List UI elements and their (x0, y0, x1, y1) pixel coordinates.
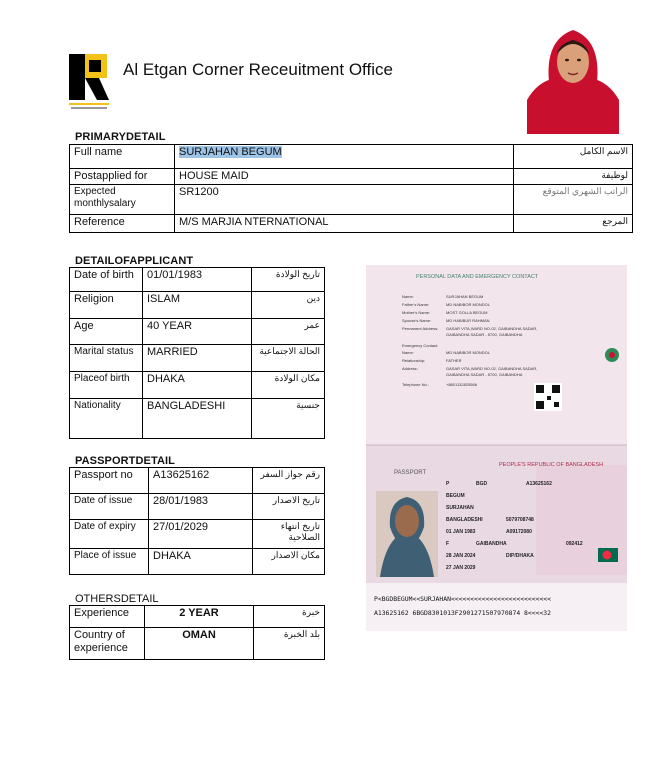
field-arabic: مكان الولادة (252, 372, 325, 399)
table-row (70, 372, 325, 399)
passport-detail-table (69, 467, 325, 575)
field-label: Date of expiry (70, 520, 149, 549)
table-row (70, 494, 325, 520)
svg-text:MD NABIBOR MONDOL: MD NABIBOR MONDOL (446, 350, 491, 355)
applicant-photo (527, 20, 619, 134)
svg-text:GAIBANDHA: GAIBANDHA (476, 541, 507, 547)
svg-text:F: F (446, 541, 450, 547)
field-label: Placeof birth (70, 372, 143, 399)
office-title: Al Etgan Corner Receuitment Office (123, 60, 393, 79)
table-row (70, 628, 325, 660)
field-arabic: جنسية (252, 399, 325, 439)
field-label: Age (70, 319, 143, 345)
svg-text:BANGLADESHI: BANGLADESHI (446, 517, 483, 523)
table-row (70, 215, 633, 233)
field-value: HOUSE MAID (175, 169, 514, 185)
field-value: 2 YEAR (145, 606, 254, 628)
field-value: OMAN (145, 628, 254, 660)
svg-text:A09172080: A09172080 (506, 529, 532, 535)
svg-text:Father's Name:: Father's Name: (402, 302, 430, 307)
field-label: Postapplied for (70, 169, 175, 185)
passport-scan (366, 265, 627, 631)
svg-text:Address:: Address: (402, 366, 418, 371)
field-label: Place of issue (70, 549, 149, 575)
table-row (70, 319, 325, 345)
field-value: M/S MARJIA NTERNATIONAL (175, 215, 514, 233)
field-label: Reference (70, 215, 175, 233)
field-value: A13625162 (149, 468, 253, 494)
applicant-detail-table (69, 267, 325, 439)
field-value: BANGLADESHI (143, 399, 252, 439)
svg-text:GAIBANDHA SADAR - 5700, GAIBAN: GAIBANDHA SADAR - 5700, GAIBANDHA (446, 332, 523, 337)
field-value: 27/01/2029 (149, 520, 253, 549)
others-detail-title: OTHERSDETAIL (75, 593, 159, 605)
field-label: Marital status (70, 345, 143, 372)
svg-text:Relationship:: Relationship: (402, 358, 426, 363)
company-logo (69, 54, 115, 112)
svg-text:+8801132825566: +8801132825566 (446, 382, 477, 387)
applicant-detail-title: DETAILOFAPPLICANT (75, 255, 194, 267)
svg-text:SURJAHAN BEGUM: SURJAHAN BEGUM (446, 294, 484, 299)
field-value: MARRIED (143, 345, 252, 372)
svg-text:DIP/DHAKA: DIP/DHAKA (506, 553, 534, 559)
field-value: SURJAHAN BEGUM (179, 146, 282, 158)
table-row (70, 606, 325, 628)
qr-code (534, 383, 562, 411)
svg-text:Spouse's Name:: Spouse's Name: (402, 318, 432, 323)
table-row (70, 520, 325, 549)
field-arabic: عمر (252, 319, 325, 345)
mrz-line-1: P<BGDBEGUM<<SURJAHAN<<<<<<<<<<<<<<<<<<<<<<<<<< (374, 595, 551, 603)
svg-text:GASAR VITA,WARD NO-02, GAIBAND: GASAR VITA,WARD NO-02, GAIBANDHA SADAR, (446, 326, 538, 331)
table-row (70, 185, 633, 215)
mrz-line-2: A13625162 6BGD8301013F2901271507970874 8<<<<32 (374, 609, 551, 617)
svg-text:BEGUM: BEGUM (446, 493, 465, 499)
svg-text:27 JAN 2029: 27 JAN 2029 (446, 565, 476, 571)
field-label: Expected monthlysalary (70, 185, 175, 215)
field-label: Nationality (70, 399, 143, 439)
table-row (70, 468, 325, 494)
field-value: ISLAM (143, 292, 252, 319)
field-label: Full name (70, 145, 175, 169)
svg-text:FATHER: FATHER (446, 358, 462, 363)
field-arabic: رقم جواز السفر (253, 468, 325, 494)
svg-text:MD NABIBOR MONDOL: MD NABIBOR MONDOL (446, 302, 491, 307)
field-arabic: الراتب الشهري المتوقع (514, 185, 633, 215)
field-value: 40 YEAR (143, 319, 252, 345)
svg-text:P: P (446, 481, 450, 487)
country-header: PEOPLE'S REPUBLIC OF BANGLADESH (499, 462, 604, 468)
svg-text:Name:: Name: (402, 294, 414, 299)
contact-heading: PERSONAL DATA AND EMERGENCY CONTACT (416, 274, 539, 280)
others-detail-table (69, 605, 325, 660)
primary-detail-table (69, 144, 633, 233)
svg-text:MD HABIBUR RAHMAN: MD HABIBUR RAHMAN (446, 318, 490, 323)
field-label: Religion (70, 292, 143, 319)
field-arabic: تاريخ الاصدار (253, 494, 325, 520)
table-row (70, 292, 325, 319)
field-arabic: لوظيفة (514, 169, 633, 185)
field-arabic: دين (252, 292, 325, 319)
table-row (70, 145, 633, 169)
field-arabic: بلد الخبرة (254, 628, 325, 660)
field-value: DHAKA (143, 372, 252, 399)
passport-photo (376, 491, 438, 577)
table-row (70, 549, 325, 575)
field-label: Country of experience (70, 628, 145, 660)
svg-text:GASAR VITA,WARD NO-02, GAIBAND: GASAR VITA,WARD NO-02, GAIBANDHA SADAR, (446, 366, 538, 371)
svg-text:Name:: Name: (402, 350, 414, 355)
field-arabic: الحالة الاجتماعية (252, 345, 325, 372)
field-arabic: مكان الاصدار (253, 549, 325, 575)
field-label: Passport no (70, 468, 149, 494)
field-label: Date of birth (70, 268, 143, 292)
table-row (70, 399, 325, 439)
svg-text:Permanent Address:: Permanent Address: (402, 326, 439, 331)
doc-label: PASSPORT (394, 470, 427, 476)
bangladesh-flag-icon (598, 548, 618, 562)
svg-text:28 JAN 2024: 28 JAN 2024 (446, 553, 476, 559)
svg-text:01 JAN 1983: 01 JAN 1983 (446, 529, 476, 535)
field-value: DHAKA (149, 549, 253, 575)
field-arabic: خبرة (254, 606, 325, 628)
svg-text:GAIBANDHA SADAR - 5700, GAIBAN: GAIBANDHA SADAR - 5700, GAIBANDHA (446, 372, 523, 377)
table-row (70, 169, 633, 185)
field-value: 28/01/1983 (149, 494, 253, 520)
svg-text:092412: 092412 (566, 541, 583, 547)
table-row (70, 345, 325, 372)
svg-text:A13625162: A13625162 (526, 481, 552, 487)
svg-text:5079708748: 5079708748 (506, 517, 534, 523)
field-arabic: تاريخ انتهاء الصلاحية (253, 520, 325, 549)
field-arabic: تاريخ الولادة (252, 268, 325, 292)
field-label: Experience (70, 606, 145, 628)
passport-detail-title: PASSPORTDETAIL (75, 455, 175, 467)
primary-detail-title: PRIMARYDETAIL (75, 131, 166, 143)
table-row (70, 268, 325, 292)
field-label: Date of issue (70, 494, 149, 520)
svg-text:Mother's Name:: Mother's Name: (402, 310, 431, 315)
field-arabic: المرجع (514, 215, 633, 233)
field-value: SR1200 (175, 185, 514, 215)
field-arabic: الاسم الكامل (514, 145, 633, 169)
field-value: 01/01/1983 (143, 268, 252, 292)
svg-text:BGD: BGD (476, 481, 488, 487)
svg-text:Telephone No.:: Telephone No.: (402, 382, 429, 387)
svg-text:Emergency Contact:: Emergency Contact: (402, 343, 439, 348)
svg-text:SURJAHAN: SURJAHAN (446, 505, 474, 511)
svg-text:MOST GOLLA BEGUM: MOST GOLLA BEGUM (446, 310, 488, 315)
